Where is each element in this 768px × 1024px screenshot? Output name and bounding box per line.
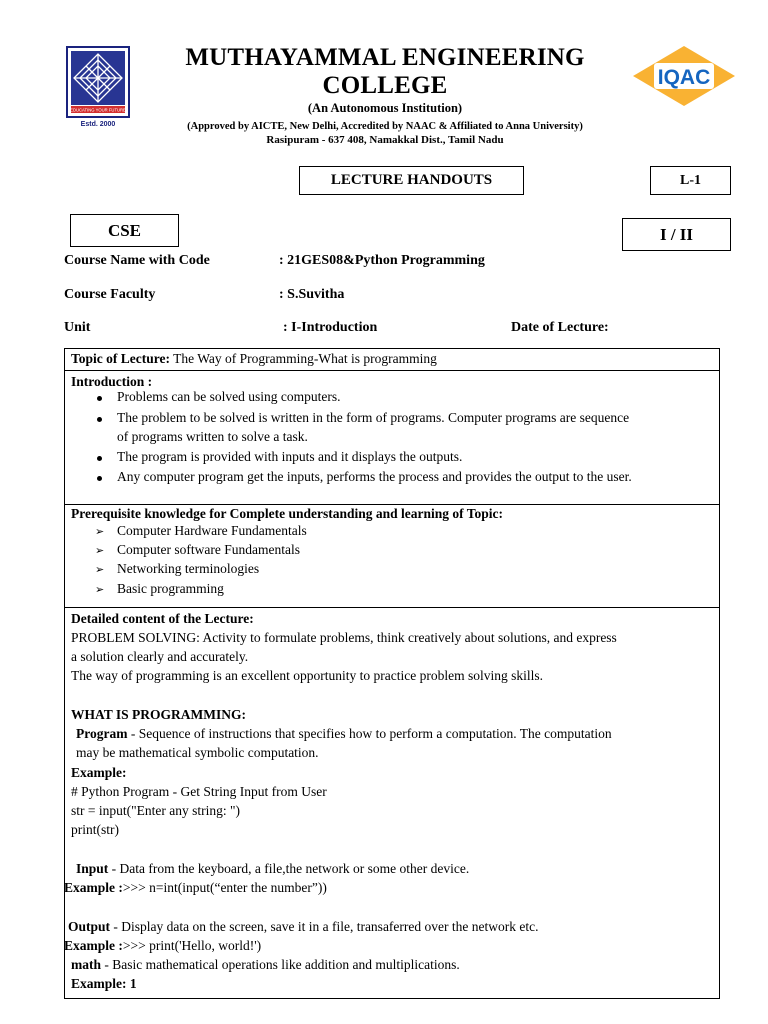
svg-text:IQAC: IQAC (657, 66, 711, 89)
arrow-bullet-icon: ➢ (95, 545, 105, 557)
bullet-icon (97, 417, 102, 422)
program-text: - Sequence of instructions that specifies how to perform a computation. The computation (127, 726, 612, 741)
problem-solving-text-cont: a solution clearly and accurately. (71, 649, 249, 664)
iqac-logo (632, 45, 736, 107)
arrow-bullet-icon: ➢ (95, 584, 105, 596)
unit-value: : I-Introduction (283, 320, 378, 335)
topic-line (71, 351, 437, 367)
program-label: Program (76, 726, 128, 741)
address-text: Rasipuram - 637 408, Namakkal Dist., Tamil Nadu (266, 134, 504, 146)
input-example (64, 880, 327, 896)
intro-bullet: The program is provided with inputs and it displays the outputs. (117, 449, 463, 464)
topic-row (65, 349, 719, 371)
example-input-label: Example : (64, 880, 123, 895)
course-name-value: : 21GES08&Python Programming (279, 253, 485, 268)
college-name-line1: MUTHAYAMMAL ENGINEERING (185, 44, 585, 71)
year-semester-box: I / II (622, 218, 731, 251)
arrow-bullet-icon: ➢ (95, 564, 105, 576)
arrow-bullet-icon: ➢ (95, 526, 105, 538)
intro-bullet-continuation: of programs written to solve a task. (117, 429, 308, 444)
example-output-code: >>> print('Hello, world!') (122, 938, 262, 953)
introduction-section (65, 371, 719, 505)
intro-bullet: Problems can be solved using computers. (117, 389, 341, 404)
autonomous-status: (An Autonomous Institution) (307, 101, 463, 115)
output-label: Output (68, 919, 111, 934)
output-text: - Display data on the screen, save it in a file, transaferred over the network etc. (110, 919, 539, 934)
svg-text:EDUCATING YOUR FUTURE: EDUCATING YOUR FUTURE (70, 107, 126, 113)
prerequisite-item: Computer software Fundamentals (117, 542, 300, 557)
example-output-label: Example : (64, 938, 123, 953)
intro-bullet: The problem to be solved is written in the form of programs. Computer programs are sequence (117, 410, 630, 425)
bullet-icon (97, 456, 102, 461)
example-label: Example: (71, 765, 127, 780)
lecture-content-table (64, 348, 720, 999)
what-is-programming-heading: WHAT IS PROGRAMMING: (71, 707, 246, 722)
topic-label: Topic of Lecture: (71, 351, 170, 366)
prerequisite-section (65, 505, 719, 608)
bullet-icon (97, 396, 102, 401)
input-label: Input (76, 861, 109, 876)
code-line: # Python Program - Get String Input from User (71, 784, 327, 799)
intro-bullet: Any computer program get the inputs, performs the process and provides the output to the user. (117, 469, 632, 484)
prerequisite-item: Networking terminologies (117, 561, 260, 576)
prerequisite-item: Computer Hardware Fundamentals (117, 523, 307, 538)
unit-label: Unit (64, 320, 91, 335)
prerequisite-heading: Prerequisite knowledge for Complete understanding and learning of Topic: (71, 506, 504, 521)
course-name-label: Course Name with Code (64, 253, 210, 268)
example1-label: Example: 1 (71, 976, 137, 991)
problem-solving-text: PROBLEM SOLVING: Activity to formulate problems, think creatively about solutions, and express (71, 630, 617, 645)
lecture-number-box: L-1 (650, 166, 731, 195)
code-line: print(str) (71, 822, 119, 837)
college-name-line2: COLLEGE (322, 72, 448, 99)
department-box: CSE (70, 214, 179, 247)
example-input-code: >>> n=int(input(“enter the number”)) (122, 880, 327, 895)
lecture-handouts-box: LECTURE HANDOUTS (299, 166, 524, 195)
code-line: str = input("Enter any string: ") (71, 803, 240, 818)
detailed-content-section (65, 608, 719, 998)
course-faculty-value: : S.Suvitha (279, 287, 345, 302)
approval-text: (Approved by AICTE, New Delhi, Accredited by NAAC & Affiliated to Anna University) (187, 121, 583, 132)
svg-text:Estd. 2000: Estd. 2000 (80, 121, 116, 128)
output-example (64, 938, 261, 954)
way-of-programming-text: The way of programming is an excellent opportunity to practice problem solving skills. (71, 668, 544, 683)
bullet-icon (97, 476, 102, 481)
program-definition (76, 726, 612, 742)
college-name (150, 44, 620, 100)
course-faculty-label: Course Faculty (64, 287, 156, 302)
math-definition (71, 957, 460, 973)
topic-value: The Way of Programming-What is programming (170, 351, 437, 366)
math-label: math (71, 957, 101, 972)
prerequisite-item: Basic programming (117, 581, 224, 596)
input-definition (76, 861, 469, 877)
math-text: - Basic mathematical operations like addition and multiplications. (101, 957, 460, 972)
detailed-content-heading: Detailed content of the Lecture: (71, 611, 254, 626)
program-definition-cont: may be mathematical symbolic computation. (76, 745, 319, 760)
output-definition (68, 919, 538, 935)
date-of-lecture-label: Date of Lecture: (511, 320, 609, 335)
college-logo (66, 46, 130, 130)
input-text: - Data from the keyboard, a file,the network or some other device. (108, 861, 470, 876)
introduction-heading: Introduction : (71, 374, 153, 389)
